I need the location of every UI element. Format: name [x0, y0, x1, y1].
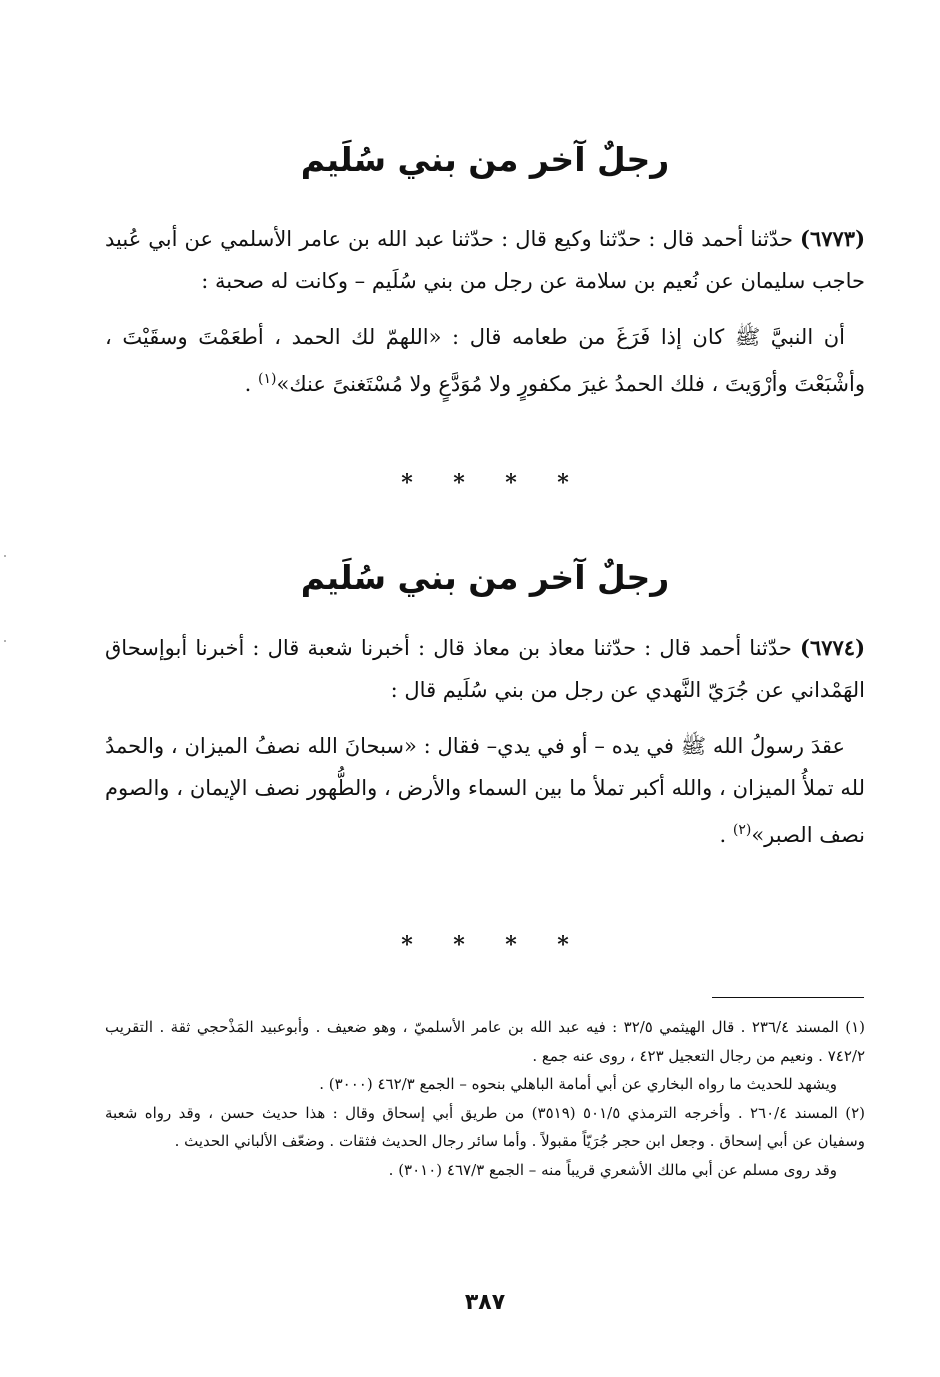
footnote-divider [712, 997, 864, 998]
scan-speck [4, 640, 6, 642]
separator-stars-1 [105, 470, 865, 496]
footnotes [105, 1013, 865, 1184]
footnote-id: (٢) [845, 1103, 865, 1122]
star-icon: * [401, 932, 413, 958]
footnote-2-cont [105, 1156, 865, 1185]
hadith-number: (٦٧٧٤) [800, 635, 865, 660]
footnote-ref: (٢) [732, 822, 752, 838]
hadith-isnad [105, 627, 865, 711]
footnote-ref: (١) [258, 371, 277, 387]
star-icon: * [505, 470, 517, 496]
hadith-6774 [105, 627, 865, 856]
footnote-2 [105, 1099, 865, 1156]
footnote-id: (١) [845, 1018, 865, 1036]
isnad-text: حدّثنا أحمد قال : حدّثنا وكيع قال : حدّثنا عبد الله بن عامر الأسلمي عن أبي عُبيد حاجب سليمان عن نُعيم بن سلامة عن رجل من بني سُلَيم – وكانت له صحبة : [105, 227, 865, 293]
star-icon: * [557, 932, 569, 958]
section-title-2: رجلٌ آخر من بني سُلَيم [300, 558, 670, 597]
star-icon: * [453, 932, 465, 958]
hadith-number: (٦٧٧٣) [800, 226, 865, 251]
hadith-isnad [105, 218, 865, 302]
matn-text: أن النبيَّ ﷺ كان إذا فَرَغَ من طعامه قال : «اللهمّ لك الحمد ، أطعَمْتَ وسقَيْتَ ، وأشْبَعْتَ وأرْوَيتَ ، فلك الحمدُ غيرَ مكفورٍ ولا مُوَدَّعٍ ولا مُسْتَغنىً عنك» [105, 325, 865, 396]
section-title-1: رجلٌ آخر من بني سُلَيم [300, 140, 670, 179]
scan-speck [4, 555, 6, 557]
footnote-1-cont [105, 1070, 865, 1099]
hadith-matn [105, 316, 865, 405]
footnote-text: المسند ٢٦٠/٤ . وأخرجه الترمذي ٥٠١/٥ (٣٥١٩) من طريق أبي إسحاق وقال : هذا حديث حسن ، وقد رواه شعبة وسفيان عن أبي إسحاق . وجعل ابن حجر جُرَيّاً مقبولاً . وأما سائر رجال الحديث فثقات . وضعّف الألباني الحديث . [105, 1103, 865, 1150]
star-icon: * [453, 470, 465, 496]
matn-end: . [719, 823, 733, 847]
star-icon: * [505, 932, 517, 958]
footnote-text: المسند ٢٣٦/٤ . قال الهيثمي ٣٢/٥ : فيه عبد الله بن عامر الأسلميّ ، وهو ضعيف . وأبوعبيد المَذْحجي ثقة . التقريب ٧٤٢/٢ . ونعيم من رجال التعجيل ٤٢٣ ، روى عنه جمع . [105, 1018, 865, 1065]
star-icon: * [557, 470, 569, 496]
footnote-1 [105, 1013, 865, 1070]
page-number: ٣٨٧ [464, 1290, 506, 1315]
isnad-text: حدّثنا أحمد قال : حدّثنا معاذ بن معاذ قال : أخبرنا شعبة قال : أخبرنا أبوإسحاق الهَمْداني عن جُرَيّ النَّهدي عن رجل من بني سُلَيم قال : [105, 636, 865, 702]
matn-text: عقدَ رسولُ الله ﷺ في يده – أو في يدي– فقال : «سبحانَ الله نصفُ الميزان ، والحمدُ لله تملأُ الميزان ، والله أكبر تملأ ما بين السماء والأرض ، والطُّهور نصف الإيمان ، والصوم نصف الصبر» [105, 734, 865, 847]
matn-end: . [244, 372, 259, 396]
hadith-6773 [105, 218, 865, 405]
star-icon: * [401, 470, 413, 496]
hadith-matn [105, 725, 865, 856]
footnote-text: وقد روى مسلم عن أبي مالك الأشعري قريباً منه – الجمع ٤٦٧/٣ (٣٠١٠) . [388, 1160, 837, 1179]
footnote-text: ويشهد للحديث ما رواه البخاري عن أبي أمامة الباهلي بنحوه – الجمع ٤٦٢/٣ (٣٠٠٠) . [319, 1075, 837, 1093]
separator-stars-2 [105, 932, 865, 958]
